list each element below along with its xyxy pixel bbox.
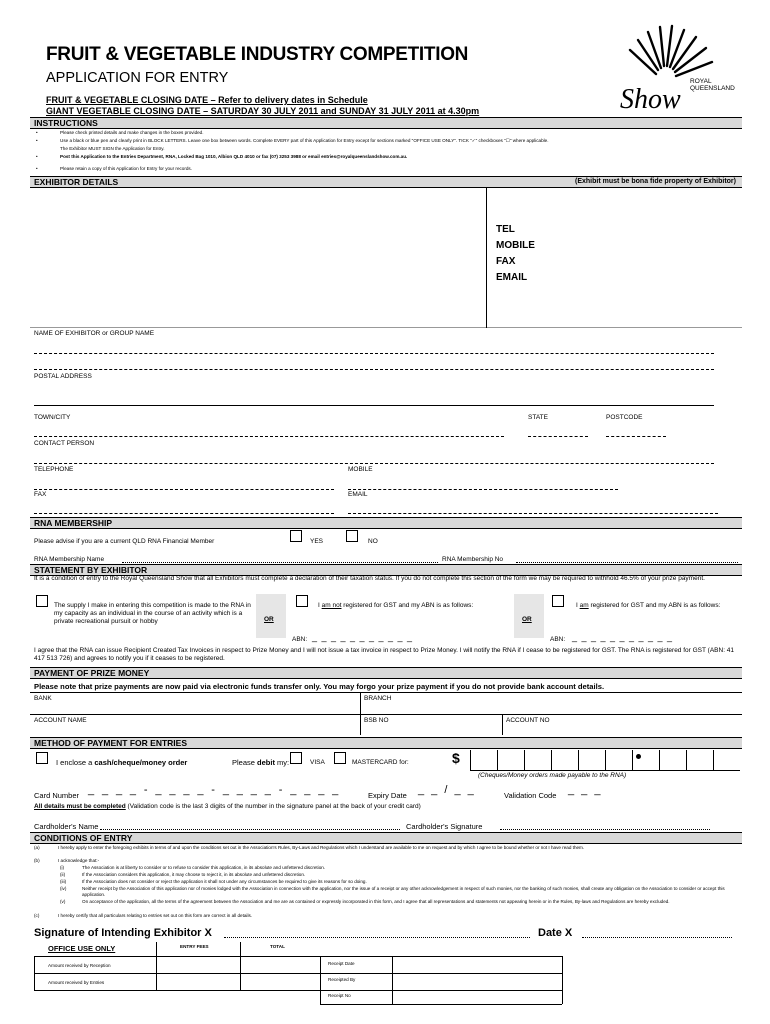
dollar-sign: $	[452, 750, 460, 766]
rna-name-field[interactable]	[122, 562, 438, 563]
rna-heading: RNA MEMBERSHIP	[30, 517, 742, 529]
closing-date-fruit: FRUIT & VEGETABLE CLOSING DATE – Refer to delivery dates in Schedule	[46, 95, 368, 105]
tel-label: TEL	[496, 224, 515, 235]
show-logo	[616, 22, 746, 112]
all-details-note: All details must be completed (Validation code is the last 3 digits of the number in the signature panel at the back of your credit card)	[34, 803, 421, 810]
date-label: Date X	[538, 927, 573, 939]
gst-agreement: I agree that the RNA can issue Recipient Created Tax Invoices in respect to Prize Money and I will not issue a tax invoice in respect to Prize Money. I will notify the RNA if I cease to be registered for GST. The RNA is registered for GST (ABN: 41 417 513 726) and agrees to notify you if it ceases to be registered.	[34, 647, 735, 662]
account-no-field[interactable]	[560, 721, 738, 733]
debit-text: Please debit my:	[232, 758, 290, 767]
logo-show-text: Show	[620, 84, 681, 112]
receipt-by-label: Receipted By	[328, 977, 356, 982]
not-registered-text: I am not registered for GST and my ABN is as follows:	[318, 602, 474, 609]
abn-field-2[interactable]: _ _ _ _ _ _ _ _ _ _ _	[572, 632, 674, 642]
town-field[interactable]	[34, 423, 504, 437]
mobile-field-label: MOBILE	[348, 466, 373, 473]
instructions-heading: INSTRUCTIONS	[30, 117, 742, 129]
exhibitor-heading: EXHIBITOR DETAILS (Exhibit must be bona fide property of Exhibitor)	[30, 176, 742, 188]
abn-field-1[interactable]: _ _ _ _ _ _ _ _ _ _ _	[312, 632, 414, 642]
office-use-table	[34, 942, 562, 1004]
logo-royal: ROYAL	[690, 78, 712, 85]
expiry-label: Expiry Date	[368, 791, 407, 800]
bsb-label: BSB NO	[364, 717, 389, 724]
receipt-no-label: Receipt No	[328, 993, 351, 998]
enclose-text: I enclose a cash/cheque/money order	[56, 758, 188, 767]
email-field-label: EMAIL	[348, 491, 368, 498]
conditions-body: (a) I hereby apply to enter the foregoing exhibits in terms of and upon the conditions set out in the Association's Rules, By-Laws and Regulations which I understand are available to me on request and by which I agree to be bound whether or not I have read them. (b) I acknowledge that:- (i) The Association is at liberty to consider or to refuse to consider this application, in its absolute and unfettered discretion. (ii) If the Association considers this application, it may choose to reject it, in its absolute and unfettered discretion. (iii) If the Association does not consider or reject the application it shall not under any circumstances be required to give its reasons for so doing. (iv) Neither receipt by the Association of this application nor of monies lodged with the Association in connection with the application, nor the issue of a receipt or any other acknowledgement in respect of such monies, nor the banking of such monies, shall create any obligation on the Association to consider or accept this application. (v) On acceptance of the application, all the terms of the agreement between the Association and me are as contained or expressly incorporated in this form, and I agree that all representations and statements not appearing herein or in the Rules, By-laws and Regulations are hereby excluded. (c) I hereby certify that all particulars relating to entries set out on this form are correct in all details.	[30, 843, 742, 927]
abn-label-1: ABN:	[292, 636, 308, 643]
payment-heading: METHOD OF PAYMENT FOR ENTRIES	[30, 737, 742, 749]
mastercard-checkbox[interactable]	[334, 752, 346, 764]
exhibitor-name-field-2[interactable]	[34, 356, 714, 370]
rna-yes-checkbox[interactable]	[290, 530, 302, 542]
exhibitor-name-field[interactable]	[34, 340, 714, 354]
postcode-label: POSTCODE	[606, 414, 643, 421]
condition-b-iii: If the Association does not consider or reject the application it shall not under any circumstances be required to give its reasons for so doing.	[82, 879, 367, 884]
or-label-2: OR	[522, 616, 532, 623]
expiry-field[interactable]: _ _ / _ _	[418, 784, 476, 796]
or-box-2	[514, 594, 544, 638]
state-field[interactable]	[528, 423, 588, 437]
office-use-heading: OFFICE USE ONLY	[48, 944, 116, 953]
instructions-list: • Please check printed details and make changes in the boxes provided. • Use a black or blue pen and clearly print in BLOCK LETTERS. Leave one box between words. Complete EVERY part of this Application for Entry except for sections marked "OFFICE USE ONLY". TICK "✓" checkboxes "☐" where applicable. The Exhibitor MUST SIGN the Application for Entry. • Post this Application to the Entries Department, RNA, Locked Bag 1010, Albion QLD 4010 or fax (07) 3253 3988 or email entries@royalqueenslandshow.com.au. • Please retain a copy of this Application for Entry for your records.	[30, 128, 742, 178]
date-field[interactable]	[582, 937, 732, 938]
closing-date-giant: GIANT VEGETABLE CLOSING DATE – SATURDAY 30 JULY 2011 and SUNDAY 31 JULY 2011 at 4.30pm	[46, 106, 480, 116]
rna-name-label: RNA Membership Name	[34, 556, 105, 563]
rna-no-field-label: RNA Membership No	[442, 556, 504, 563]
total-label: TOTAL	[270, 944, 285, 949]
postcode-field[interactable]	[606, 423, 666, 437]
fax-label: FAX	[496, 256, 516, 267]
cash-checkbox[interactable]	[36, 752, 48, 764]
bank-label: BANK	[34, 695, 52, 702]
abn-label-2: ABN:	[550, 636, 566, 643]
prize-note: Please note that prize payments are now paid via electronic funds transfer only. You may forgo your prize payment if you do not provide bank account details.	[34, 682, 605, 691]
cardholder-name-field[interactable]	[100, 829, 400, 830]
exhibitor-name-label: NAME OF EXHIBITOR or GROUP NAME	[34, 330, 155, 337]
statement-intro: It is a condition of entry to the Royal Queensland Show that all Exhibitors must complete a declaration of their taxation status. If you do not complete this section of the form we may be required to withhold 46.5% of your prize payment.	[34, 575, 705, 582]
condition-a: I hereby apply to enter the foregoing exhibits in terms of and upon the conditions set out in the Association's Rules, By-Laws and Regulations which I understand are available to me on request and by which I agree to be bound whether or not I have read them.	[58, 845, 585, 850]
or-label-1: OR	[264, 616, 274, 623]
email-field[interactable]	[348, 500, 718, 514]
card-number-label: Card Number	[34, 791, 80, 800]
branch-field[interactable]	[400, 701, 738, 713]
registered-text: I am registered for GST and my ABN is as follows:	[576, 602, 721, 609]
instruction-5: Please retain a copy of this Application for Entry for your records.	[60, 166, 193, 171]
cardholder-sig-label: Cardholder's Signature	[406, 822, 483, 831]
sunburst-icon	[616, 22, 746, 112]
email-label: EMAIL	[496, 272, 528, 283]
account-no-label: ACCOUNT NO	[506, 717, 550, 724]
prize-heading: PAYMENT OF PRIZE MONEY	[30, 667, 742, 679]
state-label: STATE	[528, 414, 548, 421]
signature-label: Signature of Intending Exhibitor X	[34, 927, 212, 939]
town-label: TOWN/CITY	[34, 414, 71, 421]
decimal-point	[636, 754, 641, 759]
logo-queensland: QUEENSLAND	[690, 85, 735, 92]
receipt-date-label: Receipt Date	[328, 961, 355, 966]
visa-checkbox[interactable]	[290, 752, 302, 764]
cardholder-sig-field[interactable]	[500, 829, 710, 830]
fax-field-label: FAX	[34, 491, 47, 498]
mobile-field[interactable]	[348, 476, 618, 490]
account-name-label: ACCOUNT NAME	[34, 717, 87, 724]
amount-field[interactable]	[470, 750, 740, 770]
payable-note: (Cheques/Money orders made payable to the RNA)	[478, 772, 627, 779]
bsb-field[interactable]	[390, 721, 498, 733]
page-subtitle: APPLICATION FOR ENTRY	[46, 70, 229, 86]
branch-label: BRANCH	[364, 695, 392, 702]
condition-b-iv: Neither receipt by the Association of this application nor of monies lodged with the Association in connection with the application, nor the issue of a receipt or any other acknowledgement in respect of such monies, nor the banking of such monies, shall create any obligation on the Association to consider or accept this application.	[82, 886, 725, 897]
entry-fees-label: ENTRY FEES	[180, 944, 209, 949]
not-registered-checkbox[interactable]	[296, 595, 308, 607]
registered-checkbox[interactable]	[552, 595, 564, 607]
telephone-label: TELEPHONE	[34, 466, 74, 473]
mobile-label: MOBILE	[496, 240, 535, 251]
rna-no-checkbox[interactable]	[346, 530, 358, 542]
postal-field[interactable]	[34, 382, 714, 406]
card-number-field[interactable]: _ _ _ _ - _ _ _ _ - _ _ _ _ - _ _ _ _	[88, 784, 341, 796]
hobby-text: The supply I make in entering this competition is made to the RNA in my capacity as an individual in the course of an activity which is a private recreational pursuit or hobby	[54, 602, 251, 625]
bank-details-table	[30, 692, 742, 734]
contact-person-field[interactable]	[34, 450, 714, 464]
mastercard-label: MASTERCARD for:	[352, 759, 409, 766]
account-name-field[interactable]	[100, 721, 356, 733]
condition-b-i: The Association is at liberty to consider or to refuse to consider this application, in its absolute and unfettered discretion.	[82, 865, 326, 870]
condition-b-ii: If the Association considers this application, it may choose to reject it, in its absolute and unfettered discretion.	[82, 872, 306, 877]
cardholder-name-label: Cardholder's Name	[34, 822, 99, 831]
condition-c: I hereby certify that all particulars relating to entries set out on this form are correct in all details.	[58, 913, 253, 918]
rna-no-label: NO	[368, 538, 378, 545]
rna-question: Please advise if you are a current QLD RNA Financial Member	[34, 538, 215, 545]
instruction-4: Post this Application to the Entries Department, RNA, Locked Bag 1010, Albion QLD 4010 or fax (07) 3253 3988 or email entries@royalqueenslandshow.com.au.	[60, 154, 408, 159]
page-title: FRUIT & VEGETABLE INDUSTRY COMPETITION	[46, 44, 469, 65]
validation-field[interactable]: _ _ _	[568, 784, 603, 796]
visa-label: VISA	[310, 759, 325, 766]
statement-heading: STATEMENT BY EXHIBITOR	[30, 564, 742, 576]
signature-field[interactable]	[224, 937, 530, 938]
recv-reception-label: Amount received by Reception	[48, 963, 111, 968]
hobby-checkbox[interactable]	[36, 595, 48, 607]
bank-field[interactable]	[60, 701, 356, 713]
or-box-1	[256, 594, 286, 638]
instruction-2: Use a black or blue pen and clearly print in BLOCK LETTERS. Leave one box between words. Complete EVERY part of this Application for Entry except for sections marked "OFFICE USE ONLY". TICK "✓" checkboxes "☐" where applicable.	[60, 138, 549, 143]
contact-person-label: CONTACT PERSON	[34, 440, 95, 447]
exhibitor-contact-panel	[30, 188, 742, 328]
exhibitor-note: (Exhibit must be bona fide property of Exhibitor)	[574, 178, 736, 185]
fax-field[interactable]	[34, 500, 334, 514]
postal-label: POSTAL ADDRESS	[34, 373, 92, 380]
condition-b-v: On acceptance of the application, all the terms of the agreement between the Association and me are as contained or expressly incorporated in this form, and I agree that all representations and statements not appearing herein or in the Rules, By-laws and Regulations are hereby excluded.	[82, 899, 670, 904]
telephone-field[interactable]	[34, 476, 334, 490]
instruction-3: The Exhibitor MUST SIGN the Application for Entry.	[60, 146, 165, 151]
recv-entries-label: Amount received by Entries	[48, 980, 105, 985]
condition-b: I acknowledge that:-	[58, 858, 100, 863]
rna-yes-label: YES	[310, 538, 324, 545]
conditions-heading: CONDITIONS OF ENTRY	[30, 832, 742, 844]
validation-label: Validation Code	[504, 791, 557, 800]
instruction-1: Please check printed details and make changes in the boxes provided.	[60, 130, 204, 135]
rna-number-field[interactable]	[516, 562, 738, 563]
